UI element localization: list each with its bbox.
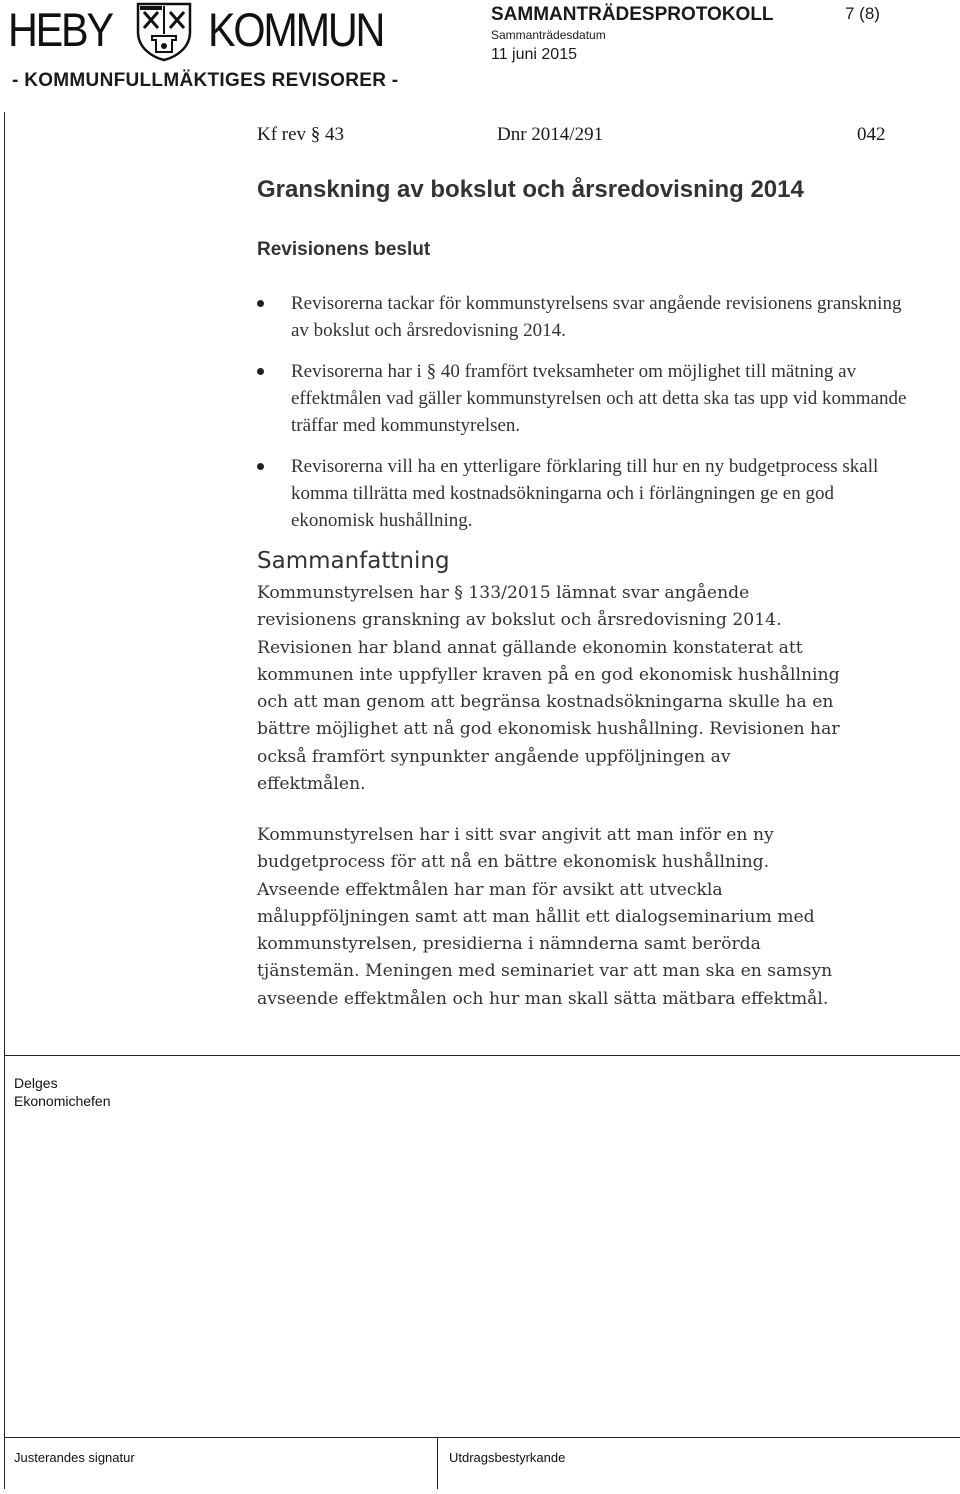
meeting-date-value: 11 juni 2015 [491,46,577,63]
logo-kommun: KOMMUN [208,3,384,56]
list-item [257,453,917,534]
decision-text: Revisorerna har i § 40 framfört tveksamheter om möjlighet till mätning av effektmålen vad gäller kommunstyrelsen och att detta ska tas upp vid kommande träffar med kommunstyrelsen. [291,361,907,436]
summary-paragraph-1: Kommunstyrelsen har § 133/2015 lämnat svar angående revisionens granskning av bokslut och årsredovisning 2014. Revisionen har bland annat gällande ekonomin konstaterat att kommunen inte uppfyller kraven på en god ekonomisk hushållning och att man genom att begränsa kostnadsökningarna skulle ha en bättre möjlighet att nå god ekonomisk hushållning. Revisionen har också framfört synpunkter angående uppföljningen av effektmålen. [257,583,840,795]
bullet-icon [257,463,264,470]
case-title: Granskning av bokslut och årsredovisning 2014 [257,176,804,203]
diary-number: Dnr 2014/291 [497,124,604,145]
kf-reference: Kf rev § 43 [257,124,345,145]
page-number: 7 (8) [845,4,880,23]
logo-heby: HEBY [8,3,112,56]
signature-justerandes: Justerandes signatur [14,1450,135,1465]
list-item [257,290,917,344]
bullet-icon [257,368,264,375]
case-code: 042 [857,124,886,145]
frame-left-border [4,112,5,1489]
frame-bottom-border [4,1055,960,1056]
list-item [257,358,917,439]
distribution-label: Delges [14,1075,58,1091]
decision-list [257,290,917,548]
signature-row-border [4,1437,960,1438]
signature-divider [437,1437,438,1489]
decision-heading: Revisionens beslut [257,239,431,260]
decision-text: Revisorerna tackar för kommunstyrelsens svar angående revisionens granskning av bokslut och årsredovisning 2014. [291,293,902,341]
decision-text: Revisorerna vill ha en ytterligare förklaring till hur en ny budgetprocess skall komma tillrätta med kostnadsökningarna och i förlängningen ge en god ekonomisk hushållning. [291,456,879,531]
summary-paragraph-2: Kommunstyrelsen har i sitt svar angivit att man inför en ny budgetprocess för att nå en bättre ekonomisk hushållning. Avseende effektmålen har man för avsikt att utveckla måluppföljningen samt att man hållit ett dialogseminarium med kommunstyrelsen, presidierna i nämnderna samt berörda tjänstemän. Meningen med seminariet var att man ska en samsyn avseende effektmålen och hur man skall sätta mätbara effektmål. [257,825,833,1009]
protocol-title: SAMMANTRÄDESPROTOKOLL [491,4,774,25]
summary-heading: Sammanfattning [257,548,450,574]
bullet-icon [257,300,264,307]
distribution-recipient: Ekonomichefen [14,1093,111,1109]
meeting-date-label: Sammanträdesdatum [491,28,606,42]
municipal-crest-icon [136,2,192,62]
signature-utdragsbestyrkande: Utdragsbestyrkande [449,1450,566,1465]
department-title: - KOMMUNFULLMÄKTIGES REVISORER - [12,70,399,91]
